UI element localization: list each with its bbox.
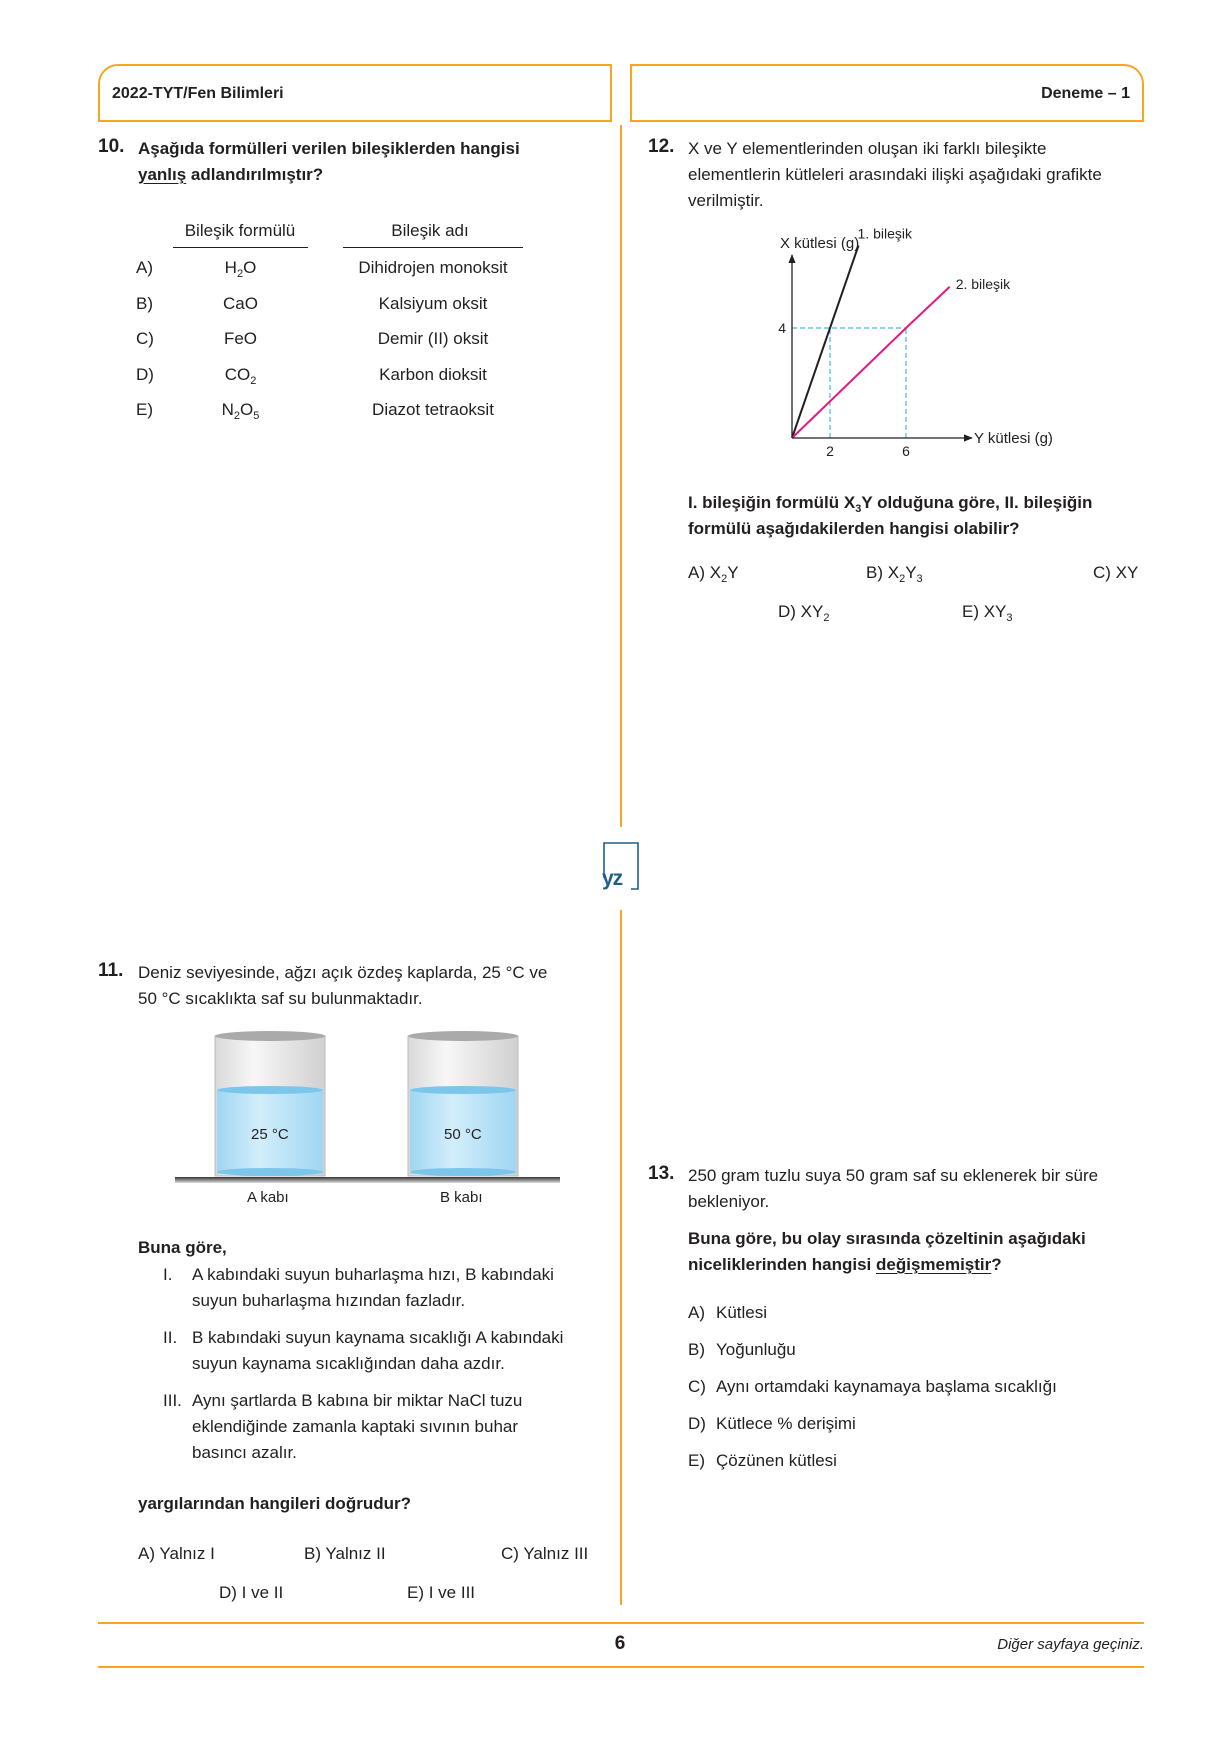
containers-illustration — [175, 1030, 560, 1210]
question-text: ? — [991, 1255, 1002, 1274]
series-line-1 — [792, 246, 859, 439]
table-surface — [175, 1177, 560, 1183]
option-text: Y — [727, 563, 739, 582]
compound-formula — [173, 329, 308, 349]
x-tick-label: 6 — [902, 443, 910, 459]
option-d[interactable] — [778, 599, 829, 625]
table-header-name: Bileşik adı — [391, 221, 469, 240]
option-b[interactable] — [866, 560, 923, 586]
container-a-temp: 25 °C — [251, 1126, 289, 1143]
prompt-line: bekleniyor. — [688, 1192, 770, 1211]
prompt-line: elementlerin kütleleri arasındaki ilişki aşağıdaki grafikte — [688, 165, 1102, 184]
emphasis-word: yanlış — [138, 165, 187, 184]
question-line: formülü aşağıdakilerden hangisi olabilir? — [688, 519, 1020, 538]
prompt-line: Deniz seviyesinde, ağzı açık özdeş kaplarda, 25 °C ve — [138, 963, 548, 982]
next-page-hint: Diğer sayfaya geçiniz. — [997, 1636, 1144, 1653]
prompt-text: adlandırılmıştır? — [186, 165, 324, 184]
compound-name: Kalsiyum oksit — [378, 293, 488, 313]
option-label: A) — [688, 1303, 705, 1322]
formula-text: CO — [224, 364, 251, 384]
column-divider-bottom — [620, 910, 622, 1605]
formula-text: H — [224, 258, 237, 277]
q11-question: yargılarından hangileri doğrudur? — [138, 1494, 411, 1513]
option-c[interactable] — [1093, 560, 1138, 586]
option-label: C) — [688, 1377, 706, 1396]
y-axis-label: X kütlesi (g) — [780, 235, 860, 252]
formula-text: CaO — [223, 293, 258, 313]
formula-text: O — [240, 400, 254, 419]
option-a[interactable] — [688, 560, 739, 586]
compound-formula — [173, 365, 308, 385]
option-label: E) — [688, 1451, 705, 1470]
question-line: Buna göre, bu olay sırasında çözeltinin aşağıdaki — [688, 1229, 1086, 1248]
subscript: 2 — [236, 268, 244, 280]
question-prompt — [688, 136, 1158, 214]
series-line-2 — [792, 287, 950, 438]
subscript: 3 — [855, 503, 862, 515]
statement-text — [192, 1262, 602, 1314]
subscript: 3 — [916, 573, 923, 585]
prompt-line: 50 °C sıcaklıkta saf su bulunmaktadır. — [138, 989, 423, 1008]
q12-question — [688, 490, 1158, 542]
option-label: E) — [136, 400, 153, 419]
compound-formula — [173, 258, 308, 278]
option-e[interactable] — [962, 599, 1013, 625]
prompt-line: Aşağıda formülleri verilen bileşiklerden hangisi — [138, 139, 520, 158]
table-rule — [173, 247, 308, 248]
exam-edition: Deneme – 1 — [1041, 85, 1130, 102]
question-text: Y olduğuna göre, II. bileşiğin — [861, 493, 1093, 512]
publisher-logo — [603, 842, 639, 890]
series-label-2: 2. bileşik — [955, 275, 1011, 292]
compound-name: Diazot tetraoksit — [372, 400, 494, 419]
emphasis-word: değişmemiştir — [876, 1255, 992, 1274]
question-number: 13. — [648, 1163, 675, 1184]
question-number: 10. — [98, 136, 125, 157]
mass-ratio-chart — [760, 225, 1080, 460]
option-c[interactable]: C) Yalnız III — [501, 1544, 589, 1563]
x-tick-label: 2 — [826, 443, 834, 459]
option-text: B) X — [866, 563, 900, 582]
question-text: niceliklerinden hangisi — [688, 1255, 876, 1274]
container-a-label: A kabı — [247, 1189, 289, 1206]
container-b-temp: 50 °C — [444, 1126, 482, 1143]
statement-number: I. — [163, 1265, 173, 1284]
statement-line: B kabındaki suyun kaynama sıcaklığı A kabındaki — [192, 1328, 564, 1347]
option-b[interactable] — [688, 1337, 796, 1363]
footer-rule-top — [98, 1622, 1144, 1624]
footer-rule-bottom — [98, 1666, 1144, 1668]
option-label: A) — [136, 258, 153, 277]
option-label: B) — [136, 293, 153, 313]
option-text: Kütlece % derişimi — [716, 1414, 856, 1433]
statement-number: III. — [163, 1391, 182, 1410]
prompt-line: X ve Y elementlerinden oluşan iki farklı bileşikte — [688, 139, 1047, 158]
option-a[interactable]: A) Yalnız I — [138, 1544, 215, 1563]
prompt-line: verilmiştir. — [688, 191, 764, 210]
question-prompt — [138, 136, 618, 188]
option-d[interactable]: D) I ve II — [219, 1583, 284, 1602]
series-label-1: 1. bileşik — [857, 225, 912, 242]
exam-title: 2022-TYT/Fen Bilimleri — [112, 85, 284, 102]
option-label: D) — [688, 1414, 706, 1433]
statement-line: basıncı azalır. — [192, 1443, 297, 1462]
compound-name: Demir (II) oksit — [377, 329, 489, 348]
option-label: B) — [688, 1340, 705, 1359]
y-tick-label: 4 — [778, 320, 786, 336]
q11-lead: Buna göre, — [138, 1238, 227, 1257]
container-b — [408, 1031, 518, 1176]
question-text — [688, 1226, 1158, 1278]
statement-text — [192, 1325, 602, 1377]
prompt-line: 250 gram tuzlu suya 50 gram saf su eklenerek bir süre — [688, 1166, 1099, 1185]
column-divider-top — [620, 125, 622, 827]
option-text: E) XY — [962, 602, 1007, 621]
statement-line: suyun kaynama sıcaklığından daha azdır. — [192, 1354, 505, 1373]
question-prompt — [138, 960, 618, 1012]
question-line — [688, 490, 1158, 516]
option-text: C) XY — [1093, 563, 1139, 582]
prompt-line — [138, 162, 618, 188]
table-header-formula: Bileşik formülü — [184, 221, 296, 240]
option-c[interactable] — [688, 1374, 1057, 1400]
container-b-label: B kabı — [440, 1189, 483, 1206]
subscript: 2 — [233, 410, 241, 422]
option-text: Y — [905, 563, 917, 582]
compound-name: Dihidrojen monoksit — [358, 258, 508, 277]
formula-text: FeO — [223, 329, 258, 348]
page-number: 6 — [614, 1633, 626, 1654]
subscript: 2 — [250, 374, 257, 387]
statement-line: A kabındaki suyun buharlaşma hızı, B kabındaki — [192, 1265, 554, 1284]
question-number: 12. — [648, 136, 675, 157]
compound-formula — [173, 400, 308, 420]
subscript: 2 — [899, 573, 906, 585]
option-label: C) — [136, 329, 154, 348]
container-a — [215, 1031, 325, 1176]
table-rule — [343, 247, 523, 248]
subscript: 2 — [721, 573, 728, 585]
option-text: Aynı ortamdaki kaynamaya başlama sıcaklığı — [716, 1377, 1057, 1396]
option-e[interactable]: E) I ve III — [407, 1583, 476, 1602]
question-text: I. bileşiğin formülü X — [688, 493, 856, 512]
header-right-box — [630, 64, 1144, 122]
compound-formula — [173, 294, 308, 314]
statement-line: Aynı şartlarda B kabına bir miktar NaCl tuzu — [192, 1391, 523, 1410]
option-text: Yoğunluğu — [716, 1340, 796, 1359]
option-d[interactable] — [688, 1411, 856, 1437]
option-label: D) — [136, 364, 154, 384]
statement-number: II. — [163, 1328, 178, 1347]
option-text: Çözünen kütlesi — [716, 1451, 837, 1470]
header-left-box — [98, 64, 612, 122]
compound-name: Karbon dioksit — [379, 364, 487, 384]
statement-text — [192, 1388, 602, 1466]
x-axis-label: Y kütlesi (g) — [974, 430, 1053, 447]
option-text: Kütlesi — [716, 1303, 768, 1322]
subscript: 3 — [1006, 612, 1013, 624]
logo-text: yz — [602, 867, 623, 890]
option-e[interactable] — [688, 1448, 837, 1474]
subscript: 5 — [253, 410, 260, 422]
question-number: 11. — [98, 960, 124, 981]
formula-text: O — [243, 258, 257, 277]
formula-text: N — [221, 400, 234, 419]
option-text: A) X — [688, 563, 722, 582]
question-prompt — [688, 1163, 1158, 1215]
option-b[interactable]: B) Yalnız II — [304, 1544, 386, 1563]
option-text: D) XY — [778, 602, 824, 621]
subscript: 2 — [823, 612, 830, 624]
statement-line: suyun buharlaşma hızından fazladır. — [192, 1291, 466, 1310]
option-a[interactable] — [688, 1300, 767, 1326]
statement-line: eklendiğinde zamanla kaptaki sıvının buhar — [192, 1417, 519, 1436]
question-line — [688, 1252, 1158, 1278]
